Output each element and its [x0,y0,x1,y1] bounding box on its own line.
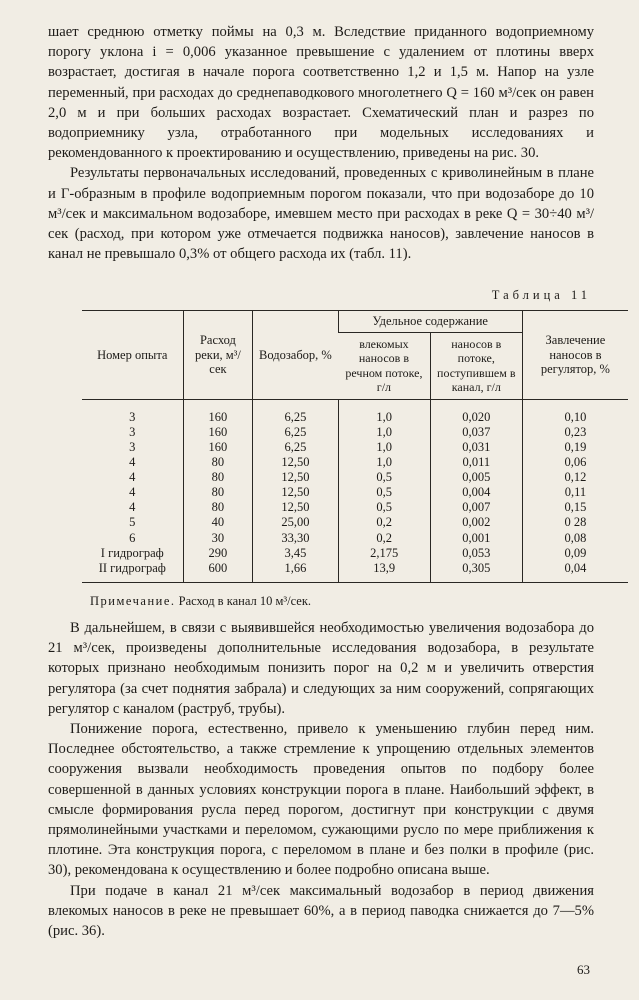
table-cell: 0,5 [338,470,430,485]
table-cell: 0,10 [522,399,628,425]
table-cell: 80 [183,470,253,485]
note-label: Примечание. [90,594,176,608]
table-cell: 3 [129,439,136,454]
table-cell: II гидрограф [82,560,183,582]
table-cell: 1,0 [338,455,430,470]
table-cell: 4 [129,470,136,485]
header-experiment-number: Номер опыта [82,311,183,400]
table-cell: 80 [183,485,253,500]
table-cell: 0,2 [338,530,430,545]
text-block-bottom [48,618,594,941]
table-cell: 0,11 [522,485,628,500]
table-cell: 80 [183,500,253,515]
table-cell: 40 [183,515,253,530]
header-sediment-canal: наносов в потоке, поступившем в канал, г/л [430,332,522,399]
table-note [90,594,311,609]
table-cell: 0,007 [430,500,522,515]
table-cell: 0,08 [522,530,628,545]
table-cell: 2,175 [338,545,430,560]
table-cell: 5 [129,515,136,530]
table-cell: 30 [183,530,253,545]
text-block-top [48,22,594,264]
table-cell: 4 [129,455,136,470]
table-caption: Таблица 11 [491,288,591,302]
table-row [82,530,628,545]
note-text: Расход в канал 10 м³/сек. [178,594,312,608]
page-number: 63 [577,962,590,977]
paragraph: шает среднюю отметку поймы на 0,3 м. Вследствие приданного водоприемному порогу уклона i = 0,006 указанное превышение с удалением от плотины вверх возрастает, достигая в начале порога соответственно 1,2 и 1,5 м. Напор на узле переменный, при расходах до среднепаводкового многолетнего Q = 160 м³/сек он равен 2,0 м и при больших расходах возрастает. Схематический план и разрез по водоприемнику узла, отработанного при модельных исследованиях и рекомендованного к проектированию и осуществлению, приведены на рис. 30. [48,24,594,162]
table-cell: 0,053 [430,545,522,560]
table-row [82,545,628,560]
table-cell: 4 [129,485,136,500]
table-cell: 13,9 [338,560,430,582]
table-cell: 0,19 [522,440,628,455]
table-cell: 160 [183,425,253,440]
table-row [82,399,628,425]
table-row [82,470,628,485]
table-cell: I гидрограф [100,545,164,560]
table-cell: 25,00 [253,515,338,530]
table-cell: 0,037 [430,425,522,440]
table-cell: 12,50 [253,470,338,485]
header-river-discharge: Расход реки, м³/сек [183,311,253,400]
paragraph: В дальнейшем, в связи с выявившейся необходимостью увеличения водозабора до 21 м³/сек, произведены дополнительные исследования водозабора, в результате которых признано необходимым понизить порог на 0,2 м и увеличить отверстия регулятора (за счет поднятия забрала) и следующих за ним сооружений, сопрягающих регулятор с каналом (раструб, трубы). [48,620,594,717]
table-row [82,440,628,455]
table-row [82,515,628,530]
table-cell: 0,2 [338,515,430,530]
header-specific-content: Удельное содержание [338,311,522,333]
table-cell: 0,031 [430,440,522,455]
table-cell: 160 [183,440,253,455]
table-cell: 12,50 [253,500,338,515]
table-cell: 0,004 [430,485,522,500]
table-cell: 0,5 [338,500,430,515]
data-table [82,310,628,583]
table-cell: 33,30 [253,530,338,545]
paragraph: Результаты первоначальных исследований, проведенных с криволинейным в плане и Г-образным в профиле водоприемным порогом показали, что при водозаборе до 10 м³/сек и максимальном водозаборе, имевшем место при расходах в реке Q = 30÷40 м³/сек (расход, при котором уже отмечается подвижка наносов), завлечение наносов в канал не превышало 0,3% от общего расхода их (табл. 11). [48,165,594,263]
table-cell: 6,25 [253,399,338,425]
table-cell: 1,0 [338,425,430,440]
table-cell: 0,5 [338,485,430,500]
table-row [82,485,628,500]
table-cell: 160 [183,399,253,425]
table-cell: 0,011 [430,455,522,470]
table-row [82,560,628,582]
table-cell: 6,25 [253,425,338,440]
table-cell: 12,50 [253,485,338,500]
header-sediment-entrainment: Завлечение наносов в регулятор, % [522,311,628,400]
table-cell: 0,001 [430,530,522,545]
table-cell: 0,06 [522,455,628,470]
table-cell: 290 [183,545,253,560]
header-bedload-river: влекомых наносов в речном потоке, г/л [338,332,430,399]
table-cell: 1,66 [253,560,338,582]
table-cell: 4 [129,500,136,515]
paragraph: При подаче в канал 21 м³/сек максимальный водозабор в период движения влекомых наносов в реке не превышает 60%, а в период паводка снижается до 7—5% (рис. 36). [48,882,594,940]
table-cell: 3 [129,409,136,424]
table-cell: 3,45 [253,545,338,560]
table-cell: 0,23 [522,425,628,440]
header-water-intake: Водозабор, % [253,311,338,400]
table-cell: 0,12 [522,470,628,485]
table-cell: 0,002 [430,515,522,530]
table-cell: 1,0 [338,399,430,425]
paragraph: Понижение порога, естественно, привело к уменьшению глубин перед ним. Последнее обстоятельство, а также стремление к упрощению отдельных элементов сооружения вызвали необходимость проведения опытов по подбору более совершенной в данных условиях конструкции порога в плане. Наибольший эффект, в смысле формирования русла перед порогом, достигнут при конструкции с двумя прямолинейными участками и переломом, сужающими русло по мере приближения к плотине. Эта конструкция порога, с переломом в плане и без полки в профиле (рис. 30), рекомендована к осуществлению и более подробно описана выше. [48,721,594,879]
table-cell: 600 [183,560,253,582]
table-cell: 0,005 [430,470,522,485]
table-body [82,399,628,582]
table-cell: 0 28 [522,515,628,530]
table-cell: 0,15 [522,500,628,515]
table-cell: 6 [129,530,136,545]
table-cell: 0,305 [430,560,522,582]
table-cell: 6,25 [253,440,338,455]
table-row [82,500,628,515]
table-cell: 1,0 [338,440,430,455]
table-cell: 0,09 [522,545,628,560]
table-row [82,425,628,440]
table-row [82,455,628,470]
table-cell: 12,50 [253,455,338,470]
table-cell: 0,04 [522,560,628,582]
table-cell: 0,020 [430,399,522,425]
table-cell: 3 [129,424,136,439]
table-cell: 80 [183,455,253,470]
